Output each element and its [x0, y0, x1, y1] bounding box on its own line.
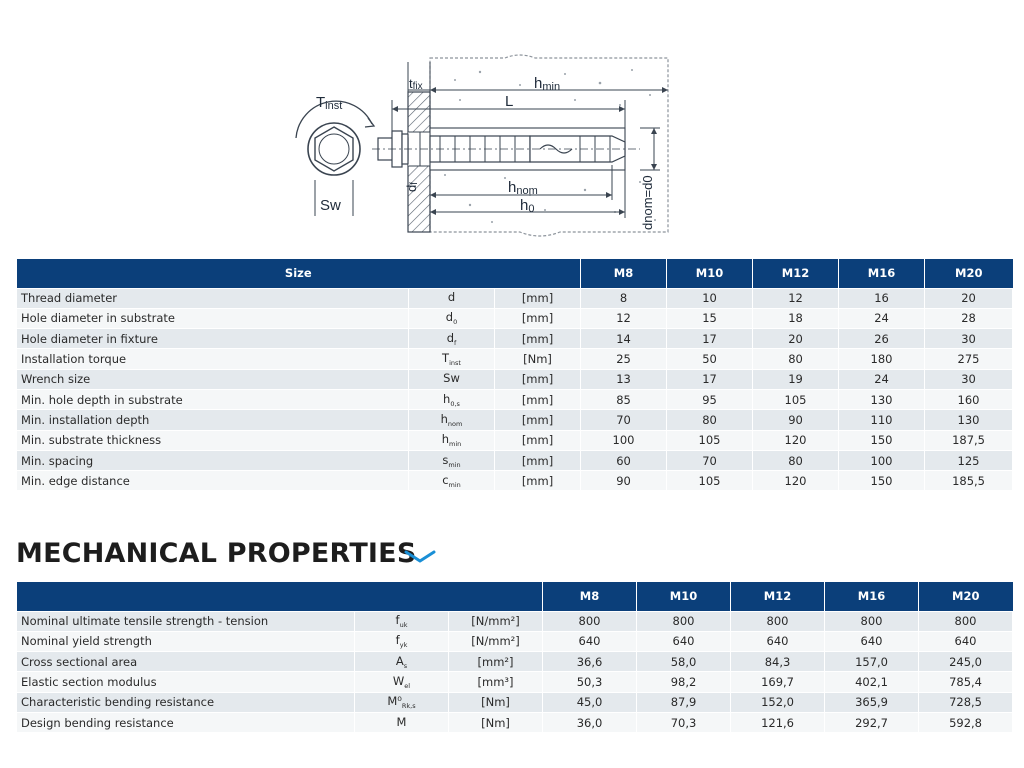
mechanical-properties-heading: MECHANICAL PROPERTIES	[16, 538, 417, 569]
value-cell: 728,5	[919, 692, 1013, 712]
table-row	[17, 611, 1013, 631]
value-cell: 36,0	[543, 712, 637, 732]
parameter-unit: [Nm]	[449, 692, 543, 712]
value-cell: 100	[839, 450, 925, 470]
value-cell: 785,4	[919, 672, 1013, 692]
value-cell: 17	[667, 329, 753, 349]
value-cell: 15	[667, 308, 753, 328]
value-cell: 105	[753, 389, 839, 409]
symbol-base: d	[447, 290, 456, 305]
value-cell: 245,0	[919, 652, 1013, 672]
symbol-subscript: uk	[399, 621, 408, 630]
value-cell: 160	[925, 389, 1013, 409]
value-cell: 365,9	[825, 692, 919, 712]
value-cell: 640	[637, 631, 731, 651]
table-row	[17, 308, 1013, 328]
parameter-unit: [Nm]	[449, 712, 543, 732]
value-cell: 187,5	[925, 430, 1013, 450]
parameter-name: Hole diameter in substrate	[17, 308, 409, 328]
parameter-name: Hole diameter in fixture	[17, 329, 409, 349]
symbol-subscript: min	[449, 440, 462, 449]
symbol-subscript: min	[448, 460, 461, 469]
symbol-base: h	[441, 432, 450, 447]
value-cell: 105	[667, 471, 753, 491]
symbol-subscript: el	[404, 682, 411, 691]
parameter-unit: [mm]	[495, 329, 581, 349]
symbol-subscript: s	[403, 661, 408, 670]
d-f-label: df	[404, 181, 420, 192]
value-cell: 58,0	[637, 652, 731, 672]
table-row	[17, 288, 1013, 308]
value-cell: 26	[839, 329, 925, 349]
value-cell: 13	[581, 369, 667, 389]
value-cell: 152,0	[731, 692, 825, 712]
mech-header-label	[17, 582, 543, 611]
parameter-name: Thread diameter	[17, 288, 409, 308]
size-column-header: M10	[667, 259, 753, 288]
parameter-name: Min. spacing	[17, 450, 409, 470]
value-cell: 105	[667, 430, 753, 450]
symbol-base: M	[396, 714, 407, 729]
chevron-down-icon[interactable]	[404, 548, 436, 564]
value-cell: 98,2	[637, 672, 731, 692]
size-column-header: M12	[753, 259, 839, 288]
symbol-base: d	[446, 330, 454, 345]
h0-label: h0	[520, 197, 535, 215]
value-cell: 50	[667, 349, 753, 369]
size-column-header: M10	[637, 582, 731, 611]
parameter-symbol	[409, 430, 495, 450]
value-cell: 20	[925, 288, 1013, 308]
symbol-base: c	[442, 472, 449, 487]
table-row	[17, 450, 1013, 470]
symbol-subscript: 0,s	[450, 399, 460, 408]
parameter-name: Nominal ultimate tensile strength - tension	[17, 611, 355, 631]
parameter-name: Installation torque	[17, 349, 409, 369]
size-column-header: M12	[731, 582, 825, 611]
table-row	[17, 349, 1013, 369]
parameter-name: Wrench size	[17, 369, 409, 389]
parameter-symbol	[409, 389, 495, 409]
symbol-subscript: min	[448, 480, 461, 489]
h-nom-label: hnom	[508, 179, 538, 197]
parameter-name: Design bending resistance	[17, 712, 355, 732]
value-cell: 87,9	[637, 692, 731, 712]
symbol-subscript: Rk,s	[401, 702, 416, 711]
value-cell: 12	[753, 288, 839, 308]
sw-label: Sw	[320, 197, 341, 214]
parameter-name: Min. edge distance	[17, 471, 409, 491]
parameter-symbol	[355, 712, 449, 732]
value-cell: 800	[919, 611, 1013, 631]
parameter-name: Cross sectional area	[17, 652, 355, 672]
value-cell: 110	[839, 410, 925, 430]
value-cell: 84,3	[731, 652, 825, 672]
parameter-unit: [mm³]	[449, 672, 543, 692]
value-cell: 60	[581, 450, 667, 470]
value-cell: 25	[581, 349, 667, 369]
parameter-unit: [mm]	[495, 430, 581, 450]
size-column-header: M8	[581, 259, 667, 288]
value-cell: 169,7	[731, 672, 825, 692]
value-cell: 80	[753, 450, 839, 470]
parameter-symbol	[409, 369, 495, 389]
parameter-name: Min. hole depth in substrate	[17, 389, 409, 409]
d-nom-label: dnom=d0	[640, 175, 655, 230]
value-cell: 292,7	[825, 712, 919, 732]
value-cell: 185,5	[925, 471, 1013, 491]
parameter-name: Nominal yield strength	[17, 631, 355, 651]
value-cell: 180	[839, 349, 925, 369]
value-cell: 10	[667, 288, 753, 308]
value-cell: 14	[581, 329, 667, 349]
l-label: L	[505, 93, 514, 110]
symbol-base: d	[445, 310, 454, 325]
value-cell: 30	[925, 369, 1013, 389]
value-cell: 150	[839, 430, 925, 450]
symbol-subscript: 0	[453, 318, 458, 327]
value-cell: 640	[731, 631, 825, 651]
value-cell: 402,1	[825, 672, 919, 692]
value-cell: 50,3	[543, 672, 637, 692]
size-table-body	[17, 288, 1013, 491]
parameter-unit: [mm]	[495, 450, 581, 470]
installation-parameters-table	[16, 259, 1013, 491]
parameter-symbol	[355, 631, 449, 651]
value-cell: 90	[581, 471, 667, 491]
symbol-base: T	[442, 351, 450, 366]
value-cell: 70	[667, 450, 753, 470]
value-cell: 24	[839, 308, 925, 328]
symbol-subscript: inst	[449, 359, 461, 368]
size-column-header: M8	[543, 582, 637, 611]
value-cell: 18	[753, 308, 839, 328]
anchor-section-view	[372, 55, 668, 236]
parameter-symbol	[355, 692, 449, 712]
value-cell: 70	[581, 410, 667, 430]
table-row	[17, 652, 1013, 672]
value-cell: 800	[731, 611, 825, 631]
symbol-base: h	[443, 391, 451, 406]
size-column-header: M16	[839, 259, 925, 288]
size-header-label: Size	[17, 259, 581, 288]
value-cell: 130	[839, 389, 925, 409]
table-header-row	[17, 259, 1013, 288]
symbol-base: M⁰	[387, 694, 402, 709]
value-cell: 36,6	[543, 652, 637, 672]
parameter-unit: [mm]	[495, 410, 581, 430]
value-cell: 17	[667, 369, 753, 389]
value-cell: 70,3	[637, 712, 731, 732]
value-cell: 95	[667, 389, 753, 409]
value-cell: 157,0	[825, 652, 919, 672]
parameter-unit: [mm]	[495, 471, 581, 491]
symbol-subscript: nom	[447, 419, 463, 428]
symbol-base: Sw	[443, 371, 460, 386]
table-header-row	[17, 582, 1013, 611]
value-cell: 16	[839, 288, 925, 308]
value-cell: 20	[753, 329, 839, 349]
parameter-symbol	[409, 450, 495, 470]
size-column-header: M16	[825, 582, 919, 611]
symbol-base: A	[395, 653, 404, 668]
value-cell: 28	[925, 308, 1013, 328]
symbol-base: f	[395, 613, 400, 628]
parameter-unit: [mm]	[495, 288, 581, 308]
value-cell: 120	[753, 471, 839, 491]
table-row	[17, 389, 1013, 409]
value-cell: 80	[667, 410, 753, 430]
parameter-unit: [mm]	[495, 308, 581, 328]
table-row	[17, 471, 1013, 491]
parameter-symbol	[409, 288, 495, 308]
value-cell: 85	[581, 389, 667, 409]
size-column-header: M20	[925, 259, 1013, 288]
parameter-symbol	[355, 652, 449, 672]
nut-top-view	[296, 94, 374, 216]
parameter-symbol	[355, 672, 449, 692]
size-column-header: M20	[919, 582, 1013, 611]
symbol-base: h	[440, 411, 448, 426]
table-row	[17, 369, 1013, 389]
value-cell: 45,0	[543, 692, 637, 712]
value-cell: 130	[925, 410, 1013, 430]
parameter-name: Elastic section modulus	[17, 672, 355, 692]
table-row	[17, 410, 1013, 430]
table-row	[17, 672, 1013, 692]
table-row	[17, 329, 1013, 349]
value-cell: 80	[753, 349, 839, 369]
parameter-unit: [mm²]	[449, 652, 543, 672]
parameter-symbol	[355, 611, 449, 631]
parameter-name: Characteristic bending resistance	[17, 692, 355, 712]
t-inst-label: Tinst	[316, 94, 343, 112]
parameter-symbol	[409, 471, 495, 491]
parameter-unit: [mm]	[495, 389, 581, 409]
symbol-base: f	[395, 633, 400, 648]
value-cell: 150	[839, 471, 925, 491]
parameter-symbol	[409, 349, 495, 369]
value-cell: 24	[839, 369, 925, 389]
table-row	[17, 430, 1013, 450]
value-cell: 12	[581, 308, 667, 328]
symbol-base: s	[442, 452, 449, 467]
table-row	[17, 631, 1013, 651]
parameter-unit: [N/mm²]	[449, 611, 543, 631]
mechanical-properties-table	[16, 582, 1013, 733]
value-cell: 640	[543, 631, 637, 651]
mechanical-table-body	[17, 611, 1013, 733]
parameter-symbol	[409, 410, 495, 430]
parameter-symbol	[409, 308, 495, 328]
h-min-label: hmin	[534, 75, 561, 93]
parameter-symbol	[409, 329, 495, 349]
value-cell: 120	[753, 430, 839, 450]
parameter-name: Min. substrate thickness	[17, 430, 409, 450]
value-cell: 19	[753, 369, 839, 389]
parameter-name: Min. installation depth	[17, 410, 409, 430]
parameter-unit: [mm]	[495, 369, 581, 389]
symbol-subscript: yk	[399, 641, 408, 650]
value-cell: 592,8	[919, 712, 1013, 732]
t-fix-label: tfix	[409, 76, 423, 92]
table-row	[17, 692, 1013, 712]
value-cell: 100	[581, 430, 667, 450]
parameter-unit: [Nm]	[495, 349, 581, 369]
value-cell: 30	[925, 329, 1013, 349]
value-cell: 121,6	[731, 712, 825, 732]
table-row	[17, 712, 1013, 732]
value-cell: 90	[753, 410, 839, 430]
value-cell: 640	[825, 631, 919, 651]
value-cell: 800	[825, 611, 919, 631]
value-cell: 275	[925, 349, 1013, 369]
value-cell: 800	[637, 611, 731, 631]
symbol-base: W	[392, 674, 405, 689]
value-cell: 125	[925, 450, 1013, 470]
value-cell: 800	[543, 611, 637, 631]
symbol-subscript: f	[454, 338, 457, 347]
value-cell: 640	[919, 631, 1013, 651]
value-cell: 8	[581, 288, 667, 308]
parameter-unit: [N/mm²]	[449, 631, 543, 651]
anchor-installation-diagram	[0, 0, 1024, 250]
